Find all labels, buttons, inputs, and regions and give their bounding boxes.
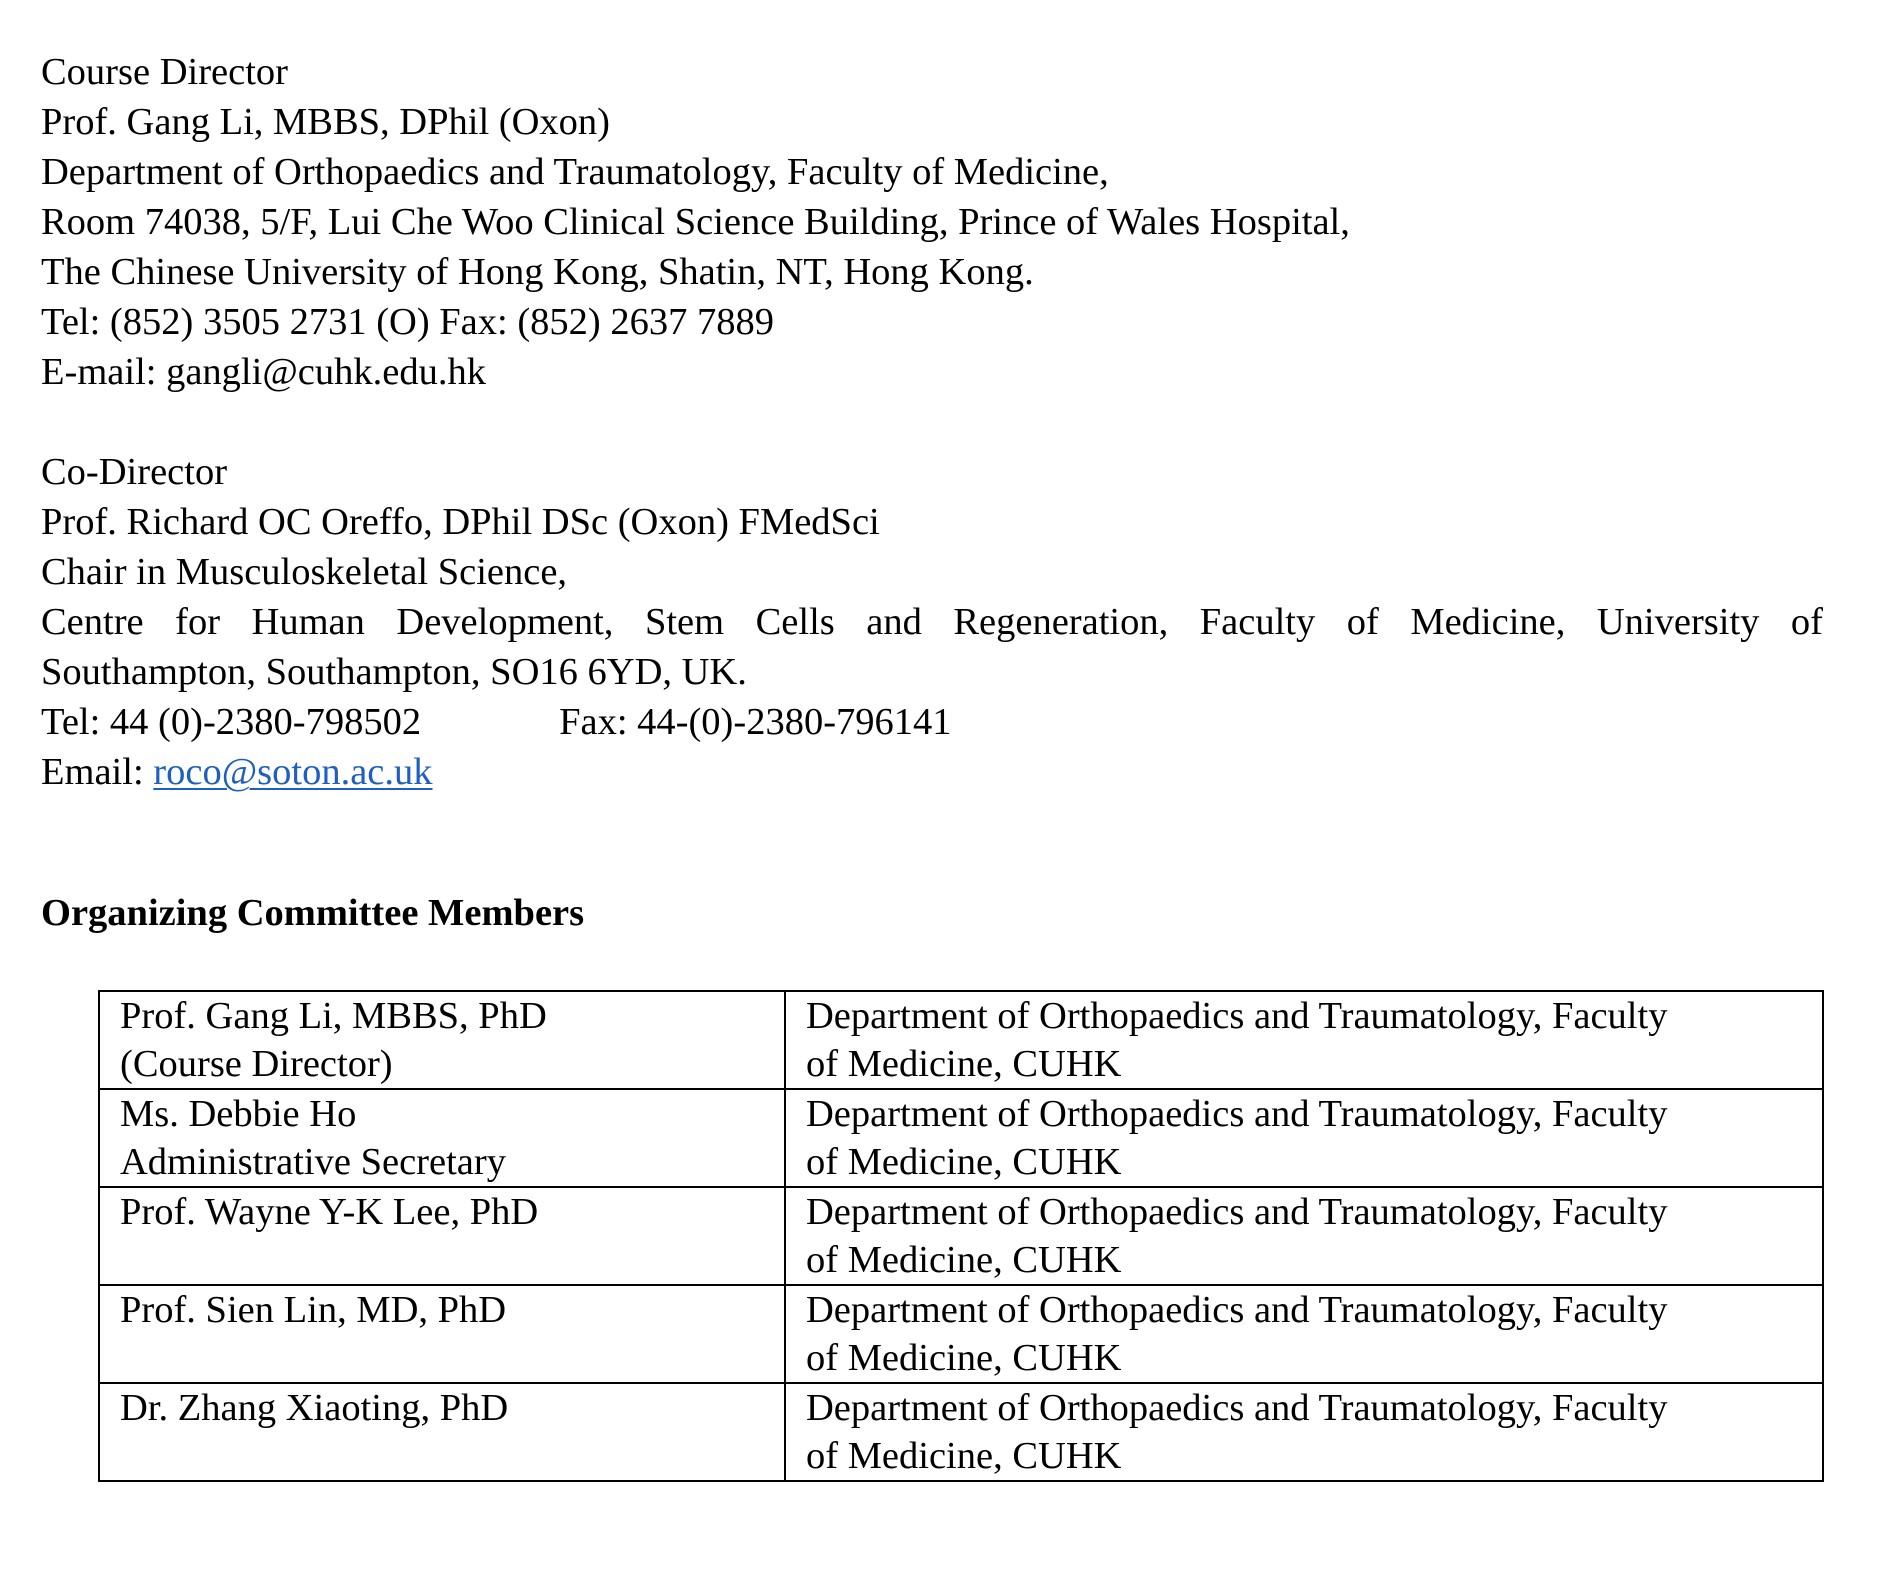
co-director-email-line (41, 747, 433, 797)
co-director-address-line-2: Southampton, Southampton, SO16 6YD, UK. (41, 651, 747, 693)
member-name-cell (99, 1383, 785, 1481)
member-name: Prof. Wayne Y-K Lee, PhD (120, 1191, 539, 1233)
committee-heading: Organizing Committee Members (41, 892, 585, 934)
member-role: (Course Director) (120, 1043, 393, 1085)
table-row (99, 1187, 1823, 1285)
co-director-tel: Tel: 44 (0)-2380-798502 (41, 701, 422, 743)
member-affiliation-line-2: of Medicine, CUHK (806, 1239, 1122, 1281)
member-affiliation-cell (785, 1089, 1823, 1187)
course-director-phone-fax: Tel: (852) 3505 2731 (O) Fax: (852) 2637 7889 (41, 301, 774, 343)
member-name-cell (99, 991, 785, 1089)
member-affiliation-line-1: Department of Orthopaedics and Traumatology, Faculty (806, 1093, 1668, 1135)
member-affiliation-line-1: Department of Orthopaedics and Traumatology, Faculty (806, 1387, 1668, 1429)
member-affiliation-line-2: of Medicine, CUHK (806, 1141, 1122, 1183)
co-director-title: Chair in Musculoskeletal Science, (41, 551, 568, 593)
member-role: Administrative Secretary (120, 1141, 506, 1183)
co-director-tel-fax-line (41, 697, 952, 747)
member-name-cell (99, 1089, 785, 1187)
member-name: Dr. Zhang Xiaoting, PhD (120, 1387, 509, 1429)
member-name-cell (99, 1285, 785, 1383)
member-affiliation-cell (785, 991, 1823, 1089)
member-affiliation-line-2: of Medicine, CUHK (806, 1043, 1122, 1085)
table-row (99, 991, 1823, 1089)
committee-table (98, 990, 1824, 1482)
course-director-email: E-mail: gangli@cuhk.edu.hk (41, 351, 486, 393)
table-row (99, 1089, 1823, 1187)
co-director-email-label: Email: (41, 751, 154, 793)
co-director-name: Prof. Richard OC Oreffo, DPhil DSc (Oxon) FMedSci (41, 501, 880, 543)
course-director-address-line-2: The Chinese University of Hong Kong, Shatin, NT, Hong Kong. (41, 251, 1034, 293)
co-director-role: Co-Director (41, 451, 228, 493)
member-name: Prof. Sien Lin, MD, PhD (120, 1289, 507, 1331)
course-director-address-line-1: Room 74038, 5/F, Lui Che Woo Clinical Science Building, Prince of Wales Hospital, (41, 201, 1350, 243)
course-director-role: Course Director (41, 51, 288, 93)
course-director-department: Department of Orthopaedics and Traumatology, Faculty of Medicine, (41, 151, 1109, 193)
member-name-cell (99, 1187, 785, 1285)
member-affiliation-cell (785, 1285, 1823, 1383)
co-director-address-line-1: Centre for Human Development, Stem Cells and Regeneration, Faculty of Medicine, University of (41, 601, 1823, 643)
member-name: Ms. Debbie Ho (120, 1093, 357, 1135)
member-affiliation-cell (785, 1187, 1823, 1285)
course-director-name: Prof. Gang Li, MBBS, DPhil (Oxon) (41, 101, 610, 143)
co-director-email-link[interactable]: roco@soton.ac.uk (153, 751, 433, 793)
table-row (99, 1383, 1823, 1481)
member-affiliation-line-1: Department of Orthopaedics and Traumatology, Faculty (806, 1191, 1668, 1233)
member-affiliation-line-2: of Medicine, CUHK (806, 1337, 1122, 1379)
member-affiliation-line-1: Department of Orthopaedics and Traumatology, Faculty (806, 1289, 1668, 1331)
member-affiliation-line-2: of Medicine, CUHK (806, 1435, 1122, 1477)
member-name: Prof. Gang Li, MBBS, PhD (120, 995, 547, 1037)
co-director-fax: Fax: 44-(0)-2380-796141 (559, 701, 952, 743)
table-row (99, 1285, 1823, 1383)
member-affiliation-cell (785, 1383, 1823, 1481)
member-affiliation-line-1: Department of Orthopaedics and Traumatology, Faculty (806, 995, 1668, 1037)
